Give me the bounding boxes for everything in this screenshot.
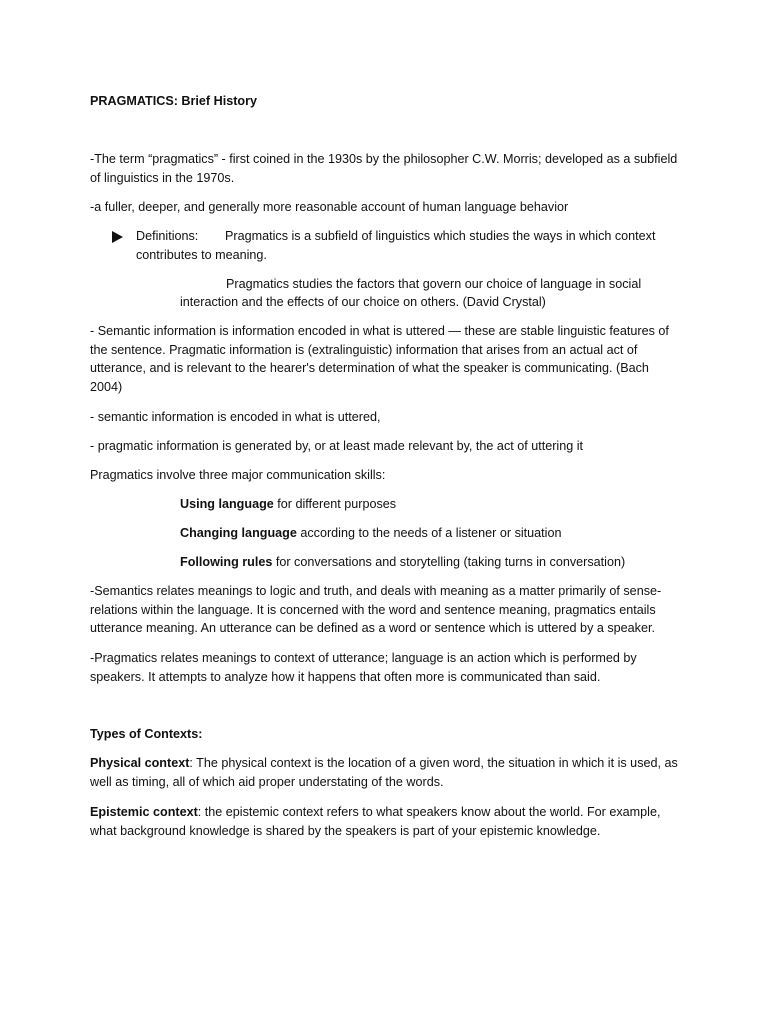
skill-item-text: according to the needs of a listener or situation xyxy=(296,526,562,540)
skill-item xyxy=(180,524,680,543)
physical-context-paragraph xyxy=(90,754,682,791)
skill-item xyxy=(180,553,680,572)
skill-item-text: for different purposes xyxy=(273,497,397,511)
epistemic-context-text: : the epistemic context refers to what speakers know about the world. For example, what background knowledge is shared by the speakers is part of your epistemic knowledge. xyxy=(90,805,661,838)
paragraph-semantic-information: - Semantic information is information encoded in what is uttered — these are stable linguistic features of the sentence. Pragmatic information is (extralinguistic) information that arises from an actual act of utterance, and is relevant to the hearer's determination of what the speaker is communicating. (Bach 2004) xyxy=(90,324,669,394)
definition-2-line-1: Pragmatics studies the factors that govern our choice of language in social xyxy=(226,277,642,291)
triangle-bullet-icon xyxy=(112,231,123,243)
skill-item-bold: Changing language xyxy=(180,526,297,540)
paragraph-pragmatic-generated: - pragmatic information is generated by, or at least made relevant by, the act of uttering it xyxy=(90,439,584,453)
paragraph-semantics-relates: -Semantics relates meanings to logic and truth, and deals with meaning as a matter primarily of sense-relations within the language. It is concerned with the word and sentence meaning, pragmatics entails utterance meaning. An utterance can be defined as a word or sentence which is uttered by a speaker. xyxy=(90,584,662,635)
paragraph-fuller-account: -a fuller, deeper, and generally more reasonable account of human language behavior xyxy=(90,200,569,214)
skill-item-text: for conversations and storytelling (taking turns in conversation) xyxy=(272,555,626,569)
skill-item xyxy=(180,495,680,514)
skill-item-bold: Using language xyxy=(180,497,274,511)
physical-context-text: : The physical context is the location of a given word, the situation in which it is used, as well as timing, all of which aid proper understating of the words. xyxy=(90,756,678,789)
skills-intro: Pragmatics involve three major communication skills: xyxy=(90,468,386,482)
definition-1-text: Pragmatics is a subfield of linguistics which studies the ways in which context contributes to meaning. xyxy=(136,229,656,262)
paragraph-semantic-encoded: - semantic information is encoded in what is uttered, xyxy=(90,410,381,424)
physical-context-label: Physical context xyxy=(90,756,190,770)
definition-1 xyxy=(136,227,676,264)
epistemic-context-paragraph xyxy=(90,803,682,840)
skill-item-bold: Following rules xyxy=(180,555,273,569)
definition-2-line-2: interaction and the effects of our choice on others. (David Crystal) xyxy=(180,295,546,309)
definitions-label: Definitions: xyxy=(136,229,199,243)
document-title: PRAGMATICS: Brief History xyxy=(90,94,257,108)
epistemic-context-label: Epistemic context xyxy=(90,805,198,819)
contexts-heading: Types of Contexts: xyxy=(90,727,203,741)
paragraph-term-origin: -The term “pragmatics” - first coined in the 1930s by the philosopher C.W. Morris; developed as a subfield of linguistics in the 1970s. xyxy=(90,152,678,185)
paragraph-pragmatics-relates: -Pragmatics relates meanings to context of utterance; language is an action which is performed by speakers. It attempts to analyze how it happens that often more is communicated than said. xyxy=(90,651,637,684)
